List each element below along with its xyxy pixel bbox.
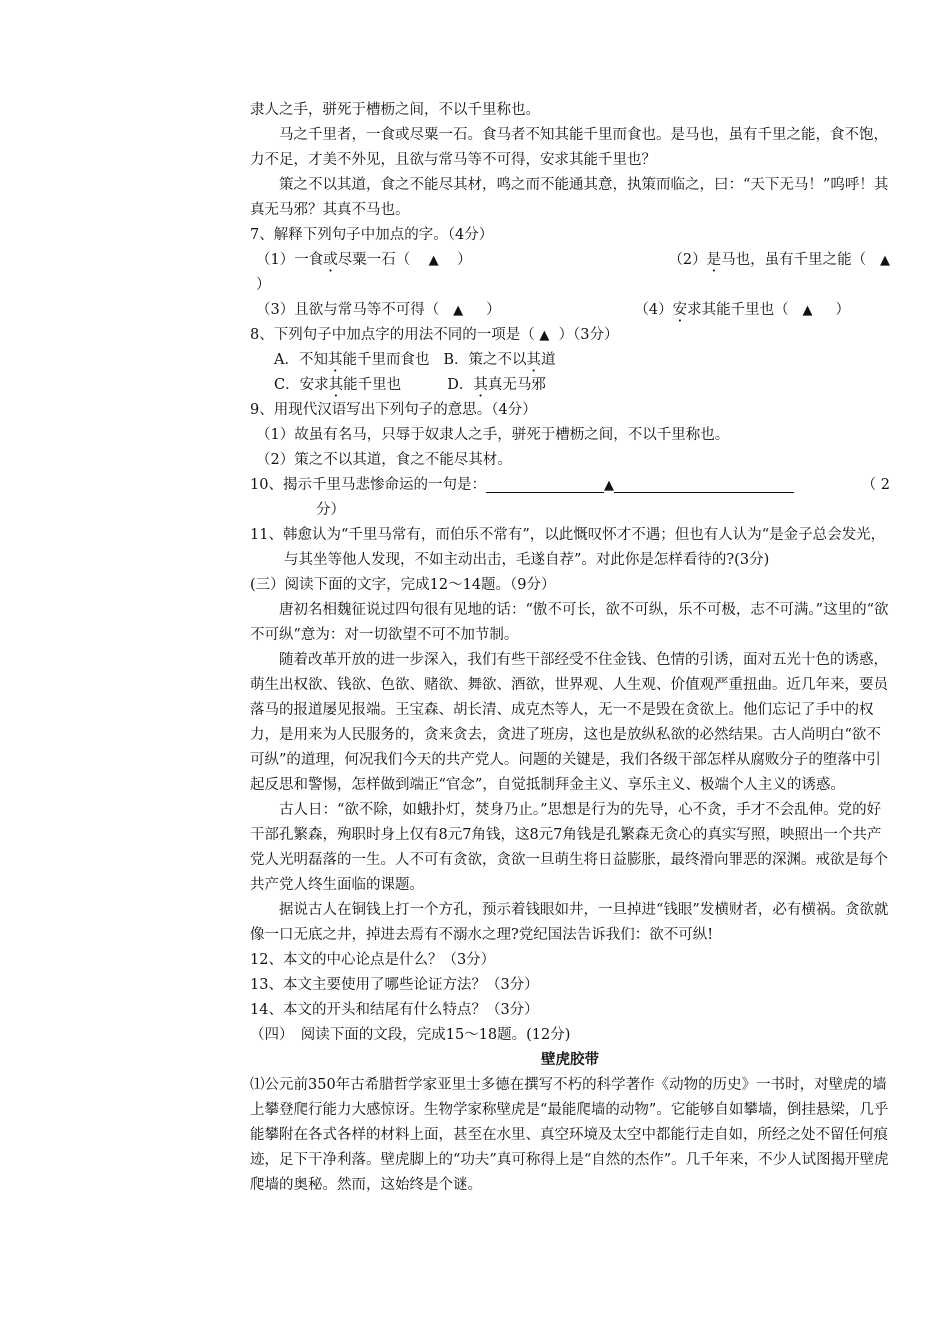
- question-9-sentence-1: （1）故虽有名马，只辱于奴隶人之手，骈死于槽枥之间，不以千里称也。: [256, 427, 730, 443]
- text-paragraph: ⑴公元前350年古希腊哲学家亚里士多德在撰写不朽的科学著作《动物的历史》一书时，对壁虎的墙上攀登爬行能力大感惊讶。生物学家称壁虎是“最能爬墙的动物”。它能够自如攀墙，倒挂悬梁，几乎能攀附在各式各样的材料上面，甚至在水里、真空环境及太空中都能行走自如，所经之处不留任何痕迹，足下干净利落。壁虎脚上的“功夫”真可称得上是“自然的杰作”。几千年来，不少人试图揭开壁虎爬墙的奥秘。然而，这始终是个谜。: [250, 1077, 889, 1193]
- answer-blank[interactable]: [614, 478, 794, 493]
- question-13: 13、本文主要使用了哪些论证方法？（3分）: [250, 977, 539, 993]
- answer-marker: ▲: [802, 303, 813, 318]
- question-7-row-1: [250, 248, 890, 273]
- question-9-sentence-2: （2）策之不以其道，食之不能尽其材。: [256, 452, 512, 468]
- section-4-title: （四） 阅读下面的文段，完成15～18题。(12分): [250, 1027, 571, 1043]
- answer-blank[interactable]: [486, 478, 604, 493]
- question-7-item-2: （2）是马也，虽有千里之能（ ▲: [668, 248, 890, 273]
- option-b: B．策之不以其道: [443, 352, 556, 368]
- question-11: 11、韩愈认为“千里马常有，而伯乐不常有”，以此慨叹怀才不遇；但也有人认为“是金子总会发光，与其坐等他人发现，不如主动出击，毛遂自荐”。对此你是怎样看待的?(3分): [250, 527, 886, 568]
- answer-marker: ▲: [603, 478, 614, 493]
- option-a: A．不知其能千里而食也: [274, 352, 430, 368]
- text-paragraph: 策之不以其道，食之不能尽其材，鸣之而不能通其意，执策而临之，曰：“天下无马！”呜呼！其真无马邪？其真不马也。: [250, 177, 889, 218]
- question-8-options-ab: [250, 348, 890, 373]
- answer-marker: ▲: [880, 253, 890, 268]
- question-12: 12、本文的中心论点是什么？（3分）: [250, 952, 496, 968]
- document-page: [250, 98, 890, 1198]
- text-paragraph: 马之千里者，一食或尽粟一石。食马者不知其能千里而食也。是马也，虽有千里之能，食不饱，力不足，才美不外见，且欲与常马等不可得，安求其能千里也？: [250, 127, 888, 168]
- question-9-title: 9、用现代汉语写出下列句子的意思。（4分）: [250, 402, 537, 418]
- section-3-title: (三）阅读下面的文字，完成12～14题。（9分）: [250, 577, 556, 593]
- question-7-item-3: （3）且欲与常马等不可得（ ▲ ）: [256, 298, 501, 323]
- answer-marker: ▲: [539, 328, 550, 343]
- text-paragraph: 古人日：“欲不除，如蛾扑灯，焚身乃止。”思想是行为的先导，心不贪，手才不会乱伸。党的好干部孔繁森，殉职时身上仅有8元7角钱，这8元7角钱是孔繁森无贪心的真实写照，映照出一个共产党人光明磊落的一生。人不可有贪欲，贪欲一旦萌生将日益膨胀，最终滑向罪恶的深渊。戒欲是每个共产党人终生面临的课题。: [250, 802, 888, 893]
- question-7-item-1: （1）一食或尽粟一石（ ▲ ）: [256, 248, 472, 273]
- question-7-close: ）: [256, 277, 271, 293]
- question-7-item-4: （4）安求其能千里也（ ▲ ）: [634, 298, 850, 323]
- answer-marker: ▲: [428, 253, 439, 268]
- question-8-title: 8、下列句子中加点字的用法不同的一项是（ ▲ ）（3分）: [250, 323, 890, 348]
- question-7-row-2: [250, 298, 890, 323]
- text-paragraph: 唐初名相魏征说过四句很有见地的话：“傲不可长，欲不可纵，乐不可极，志不可满。”这里的“欲不可纵”意为：对一切欲望不可不加节制。: [250, 602, 889, 643]
- article-heading: 壁虎胶带: [541, 1052, 599, 1068]
- answer-marker: ▲: [453, 303, 464, 318]
- text-line: 隶人之手，骈死于槽枥之间，不以千里称也。: [250, 102, 540, 118]
- text-paragraph: 随着改革开放的进一步深入，我们有些干部经受不住金钱、色情的引诱，面对五光十色的诱惑，萌生出权欲、钱欲、色欲、赌欲、舞欲、酒欲，世界观、人生观、价值观严重扭曲。近几年来，要员落马的报道屡见报端。王宝森、胡长清、成克杰等人，无一不是毁在贪欲上。他们忘记了手中的权力，是用来为人民服务的，贪来贪去，贪进了班房，这也是放纵私欲的必然结果。古人尚明白“欲不可纵”的道理，何况我们今天的共产党人。问题的关键是，我们各级干部怎样从腐败分子的堕落中引起反思和警惕，怎样做到端正“官念”，自觉抵制拜金主义、享乐主义、极端个人主义的诱惑。: [250, 652, 888, 793]
- question-8-options-cd: [250, 373, 890, 398]
- question-14: 14、本文的开头和结尾有什么特点？（3分）: [250, 1002, 539, 1018]
- option-c: C．安求其能千里也: [274, 377, 402, 393]
- text-paragraph: 据说古人在铜钱上打一个方孔，预示着钱眼如井，一旦掉进“钱眼”发横财者，必有横祸。贪欲就像一口无底之井，掉进去焉有不溺水之理?党纪国法告诉我们：欲不可纵!: [250, 902, 889, 943]
- question-7-title: 7、解释下列句子中加点的字。（4分）: [250, 227, 494, 243]
- question-10: 10、揭示千里马悲惨命运的一句是： ▲ （ 2: [250, 473, 890, 498]
- question-10-score: 分）: [316, 502, 345, 518]
- option-d: D．其真无马邪: [447, 377, 546, 393]
